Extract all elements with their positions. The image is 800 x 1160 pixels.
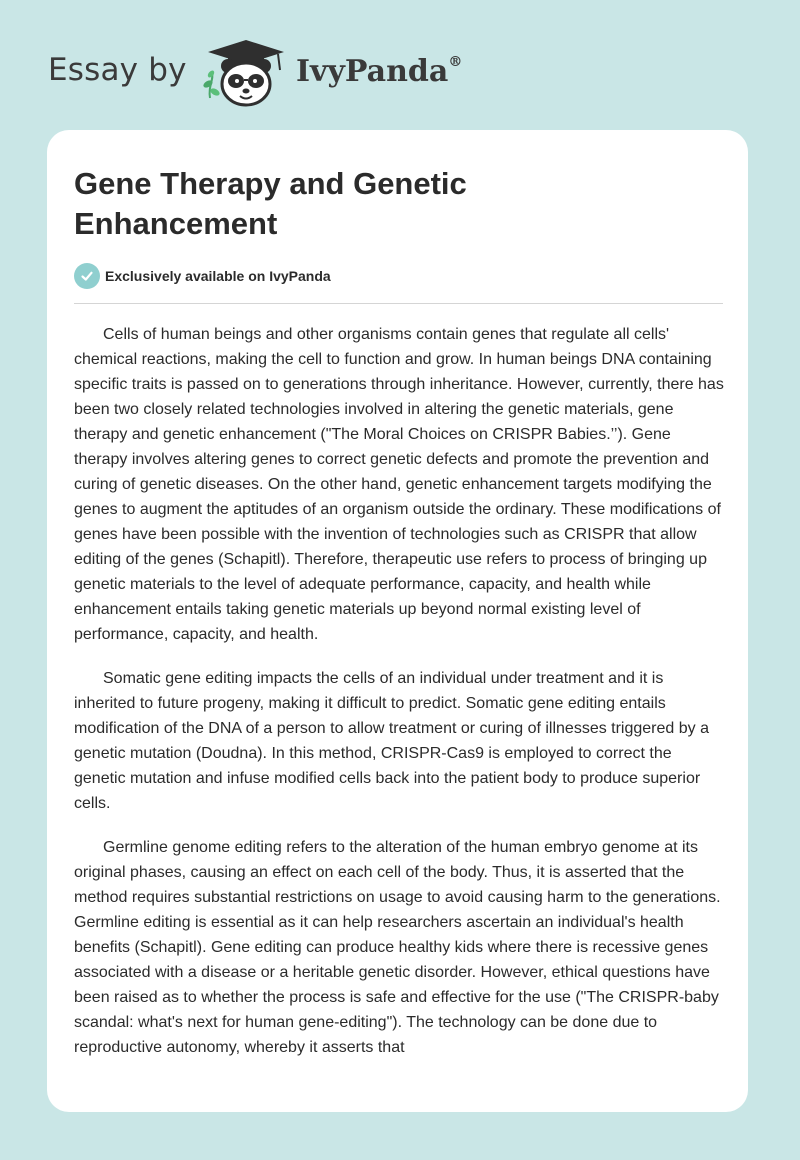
check-circle-icon [74, 263, 100, 289]
site-header [0, 0, 800, 130]
panda-graduate-icon[interactable] [200, 36, 292, 108]
essay-body [74, 322, 726, 1079]
essay-title: Gene Therapy and Genetic Enhancement [74, 166, 467, 241]
exclusive-badge [74, 263, 331, 289]
badge-label: Exclusively available on IvyPanda [105, 268, 331, 284]
essay-by-label: Essay by [48, 52, 187, 88]
paragraph-2: Somatic gene editing impacts the cells of an individual under treatment and it is inherited to future progeny, making it difficult to predict. Somatic gene editing entails modification of the DNA of a person to allow treatment or curing of illnesses triggered by a genetic mutation (Doudna). In this method, CRISPR-Cas9 is employed to correct the genetic mutation and infuse modified cells back into the patient body to produce superior cells. [74, 670, 709, 812]
paragraph-3: Germline genome editing refers to the alteration of the human embryo genome at its original phases, causing an effect on each cell of the body. Thus, it is asserted that the method requires substantial restrictions on usage to avoid causing harm to the generations. Germline editing is essential as it can help researchers ascertain an individual's health benefits (Schapitl). Gene editing can produce healthy kids where there is recessive genes associated with a disease or a heritable genetic disorder. However, ethical questions have been raised as to whether the process is safe and effective for the use ("The CRISPR-baby scandal: what's next for human gene-editing"). The technology can be done due to reproductive autonomy, whereby it asserts that [74, 839, 721, 1056]
paragraph-1: Cells of human beings and other organisms contain genes that regulate all cells' chemical reactions, making the cell to function and grow. In human beings DNA containing specific traits is passed on to generations through inheritance. However, currently, there has been two closely related technologies involved in altering the genetic materials, gene therapy and genetic enhancement ("The Moral Choices on CRISPR Babies.’’). Gene therapy involves altering genes to correct genetic defects and promote the prevention and curing of genetic diseases. On the other hand, genetic enhancement targets modifying the genes to augment the aptitudes of an organism outside the ordinary. These modifications of genes have been possible with the invention of technologies such as CRISPR that allow editing of the genes (Schapitl). Therefore, therapeutic use refers to process of bringing up genetic materials to the level of adequate performance, capacity, and health while enhancement entails taking genetic materials up beyond normal existing level of performance, capacity, and health. [74, 326, 724, 643]
trademark-symbol: ® [448, 54, 463, 70]
essay-card [47, 130, 748, 1112]
brand-name[interactable]: IvyPanda® [296, 54, 463, 89]
divider [74, 303, 723, 304]
